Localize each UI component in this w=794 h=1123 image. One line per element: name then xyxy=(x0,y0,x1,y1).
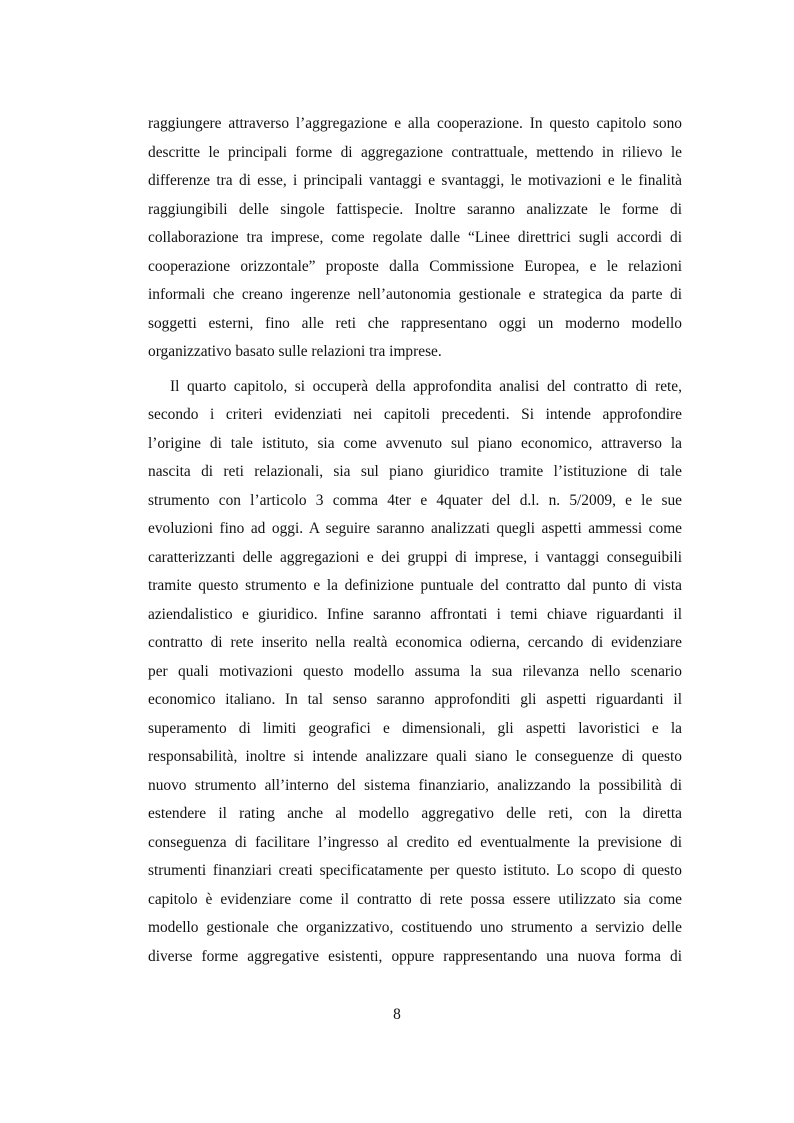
text-line: estendere il rating anche al modello aggregativo delle reti, con la diretta xyxy=(148,805,682,822)
page-number: 8 xyxy=(393,1006,401,1023)
text-line: raggiungibili delle singole fattispecie. Inoltre saranno analizzate le forme di xyxy=(148,200,682,218)
text-line: capitolo è evidenziare come il contratto di rete possa essere utilizzato sia come xyxy=(148,890,682,908)
text-line: responsabilità, inoltre si intende analizzare quali siano le conseguenze di questo xyxy=(148,748,682,765)
text-line: collaborazione tra imprese, come regolate dalle “Linee direttrici sugli accordi di xyxy=(148,229,682,246)
text-line: nascita di reti relazionali, sia sul piano giuridico tramite l’istituzione di tale xyxy=(148,463,682,480)
text-line: organizzativo basato sulle relazioni tra imprese. xyxy=(148,343,442,360)
text-line: descritte le principali forme di aggregazione contrattuale, mettendo in rilievo le xyxy=(148,143,682,161)
text-line: contratto di rete inserito nella realtà economica odierna, cercando di evidenziare xyxy=(148,634,682,651)
text-line: strumenti finanziari creati specificatamente per questo istituto. Lo scopo di questo xyxy=(148,862,682,879)
text-line: per quali motivazioni questo modello assuma la sua rilevanza nello scenario xyxy=(148,662,682,680)
page-body xyxy=(148,110,682,977)
text-line: Il quarto capitolo, si occuperà della approfondita analisi del contratto di rete, xyxy=(170,377,682,395)
text-line: conseguenza di facilitare l’ingresso al credito ed eventualmente la previsione di xyxy=(148,833,682,851)
text-line: diverse forme aggregative esistenti, oppure rappresentando una nuova forma di xyxy=(148,947,682,965)
text-line: l’origine di tale istituto, sia come avvenuto sul piano economico, attraverso la xyxy=(148,434,682,452)
text-line: informali che creano ingerenze nell’autonomia gestionale e strategica da parte di xyxy=(148,286,682,303)
text-line: tramite questo strumento e la definizione puntuale del contratto dal punto di vista xyxy=(148,577,682,594)
text-line: modello gestionale che organizzativo, costituendo uno strumento a servizio delle xyxy=(148,919,682,936)
text-line: strumento con l’articolo 3 comma 4ter e 4quater del d.l. n. 5/2009, e le sue xyxy=(148,491,682,509)
text-line: superamento di limiti geografici e dimensionali, gli aspetti lavoristici e la xyxy=(148,719,682,737)
paragraph-chapter-three xyxy=(148,110,682,367)
text-line: raggiungere attraverso l’aggregazione e alla cooperazione. In questo capitolo sono xyxy=(148,115,682,132)
text-line: economico italiano. In tal senso saranno approfonditi gli aspetti riguardanti il xyxy=(148,691,682,708)
text-line: differenze tra di esse, i principali vantaggi e svantaggi, le motivazioni e le finalità xyxy=(148,172,682,189)
text-line: evoluzioni fino ad oggi. A seguire saranno analizzati quegli aspetti ammessi come xyxy=(148,520,682,537)
text-line: nuovo strumento all’interno del sistema finanziario, analizzando la possibilità di xyxy=(148,776,682,794)
text-line: secondo i criteri evidenziati nei capitoli precedenti. Si intende approfondire xyxy=(148,406,682,423)
text-line: caratterizzanti delle aggregazioni e dei gruppi di imprese, i vantaggi conseguibili xyxy=(148,548,682,566)
text-line: soggetti esterni, fino alle reti che rappresentano oggi un moderno modello xyxy=(148,314,682,332)
text-line: aziendalistico e giuridico. Infine saranno affrontati i temi chiave riguardanti il xyxy=(148,605,682,623)
paragraph-chapter-four xyxy=(148,373,682,972)
text-line: cooperazione orizzontale” proposte dalla Commissione Europea, e le relazioni xyxy=(148,257,682,275)
